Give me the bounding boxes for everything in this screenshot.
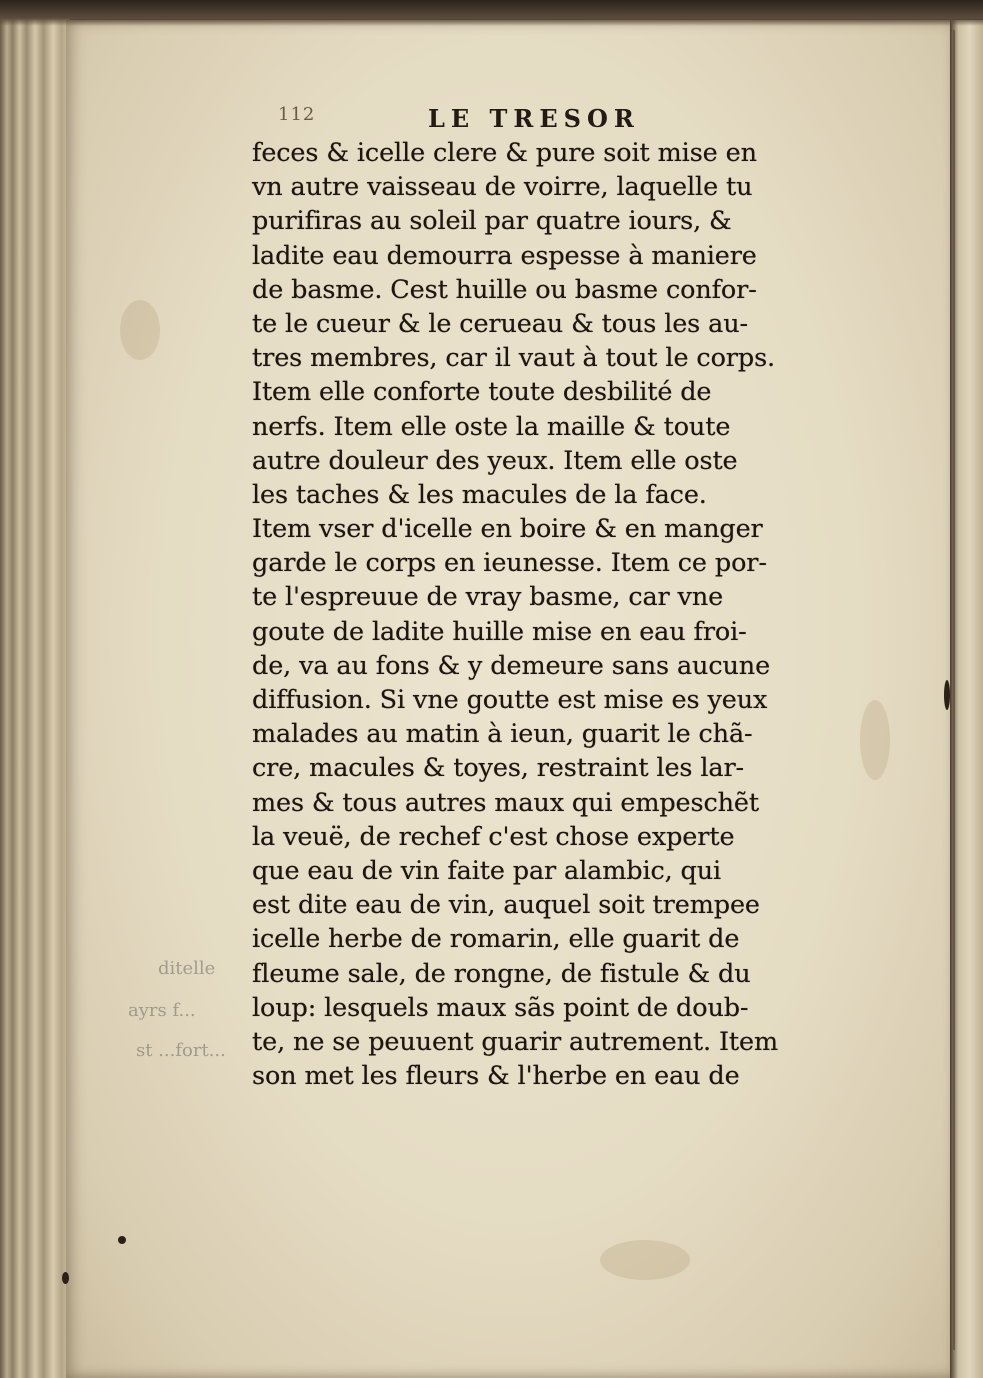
page-stack-edge: [0, 0, 70, 1378]
body-text: [252, 136, 872, 1093]
text-line: te, ne se peuuent guarir autrement. Item: [252, 1026, 779, 1057]
text-line: autre douleur des yeux. Item elle oste: [252, 445, 738, 476]
text-line: de basme. Cest huille ou basme confor-: [252, 274, 757, 305]
text-line: goute de ladite huille mise en eau froi-: [252, 616, 747, 647]
ink-speck: [944, 680, 950, 710]
text-line: tres membres, car il vaut à tout le corps.: [252, 343, 776, 374]
paper-stain: [600, 1240, 690, 1280]
text-line: te le cueur & le cerueau & tous les au-: [252, 308, 748, 339]
text-line: la veuë, de rechef c'est chose experte: [252, 821, 735, 852]
running-title: LE TRESOR: [428, 104, 640, 133]
ink-speck: [118, 1236, 126, 1244]
show-through-text: st ...fort...: [136, 1040, 226, 1061]
text-line: feces & icelle clere & pure soit mise en: [252, 138, 757, 168]
text-line: nerfs. Item elle oste la maille & toute: [252, 411, 731, 442]
text-line: Item elle conforte toute desbilité de: [252, 377, 712, 408]
text-line: les taches & les macules de la face.: [252, 479, 707, 510]
text-line: que eau de vin faite par alambic, qui: [252, 855, 722, 886]
gutter-line: [953, 30, 955, 1350]
text-line: est dite eau de vin, auquel soit trempee: [252, 890, 760, 921]
text-line: garde le corps en ieunesse. Item ce por-: [252, 548, 767, 579]
text-line: malades au matin à ieun, guarit le chã-: [252, 719, 753, 750]
ink-speck: [62, 1272, 69, 1284]
text-line: cre, macules & toyes, restraint les lar-: [252, 753, 745, 784]
text-line: mes & tous autres maux qui empeschẽt: [252, 787, 759, 818]
text-line: icelle herbe de romarin, elle guarit de: [252, 924, 740, 955]
page-number: 112: [278, 104, 316, 125]
text-line: de, va au fons & y demeure sans aucune: [252, 650, 771, 681]
text-line: ladite eau demourra espesse à maniere: [252, 240, 757, 271]
text-line: fleume sale, de rongne, de fistule & du: [252, 958, 751, 989]
show-through-text: ditelle: [158, 958, 216, 979]
show-through-text: ayrs f...: [128, 1000, 196, 1021]
top-shadow: [0, 0, 983, 26]
text-line: son met les fleurs & l'herbe en eau de: [252, 1061, 740, 1092]
text-line: diffusion. Si vne goutte est mise es yeux: [252, 685, 768, 715]
text-line: te l'espreuue de vray basme, car vne: [252, 582, 724, 613]
text-line: Item vser d'icelle en boire & en manger: [252, 514, 763, 545]
paper-stain: [120, 300, 160, 360]
running-head: [278, 104, 748, 136]
text-line: loup: lesquels maux sãs point de doub-: [252, 992, 749, 1023]
text-line: vn autre vaisseau de voirre, laquelle tu: [252, 172, 753, 203]
text-line: purifiras au soleil par quatre iours, &: [252, 206, 732, 237]
